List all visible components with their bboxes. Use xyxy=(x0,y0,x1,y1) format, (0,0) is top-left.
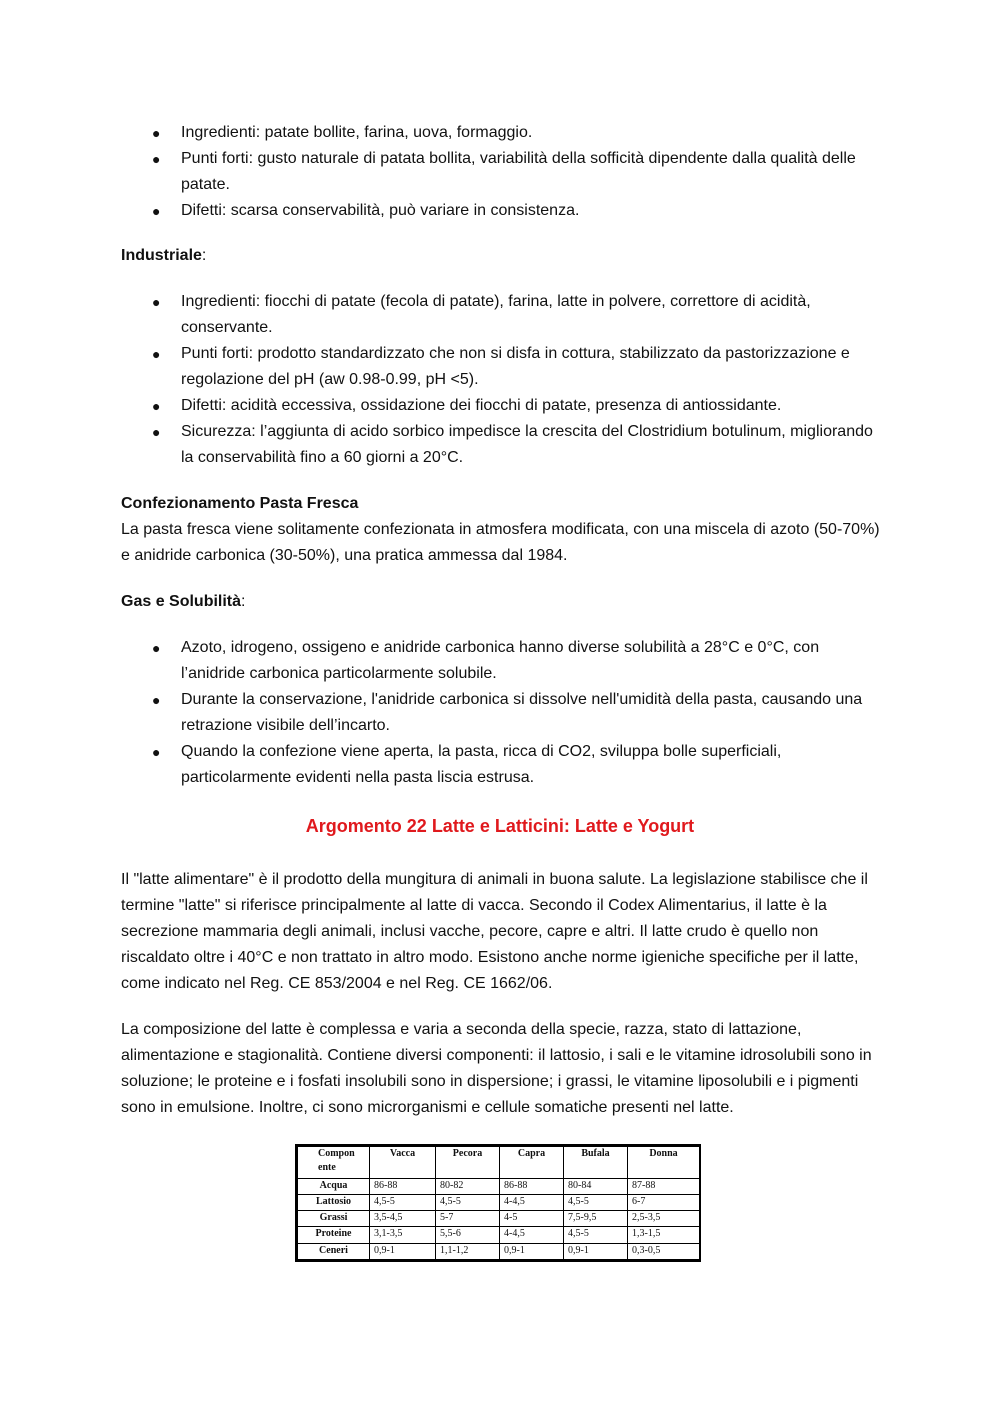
bullet-icon: ● xyxy=(152,203,161,219)
table-row-label: Ceneri xyxy=(298,1243,370,1259)
bullet-icon: ● xyxy=(152,424,161,440)
bullet-icon: ● xyxy=(152,398,161,414)
table-header-cell: Vacca xyxy=(370,1147,436,1179)
table-cell: 80-82 xyxy=(436,1178,500,1194)
latte-paragraph-2: La composizione del latte è complessa e varia a seconda della specie, razza, stato di lattazione, alimentazione e stagionalità. Contiene diversi componenti: il lattosio, i sali e le vitamine idrosolubili sono in soluzione; le proteine e i fosfati insolubili sono in dispersione; i grassi, le vitamine liposolubili e i pigmenti sono in emulsione. Inoltre, ci sono microrganismi e cellule somatiche presenti nel latte. xyxy=(121,1021,872,1116)
table-cell: 80-84 xyxy=(564,1178,628,1194)
list-item xyxy=(121,419,881,471)
table-header-cell: Compon ente xyxy=(298,1147,370,1179)
bullet-icon: ● xyxy=(152,125,161,141)
list-item-text: Ingredienti: fiocchi di patate (fecola di patate), farina, latte in polvere, correttore di acidità, conservante. xyxy=(181,293,811,336)
table-cell: 5-7 xyxy=(436,1211,500,1227)
table-row xyxy=(298,1194,700,1210)
list-item-text: Quando la confezione viene aperta, la pasta, ricca di CO2, sviluppa bolle superficiali, particolarmente evidenti nella pasta liscia estrusa. xyxy=(181,743,782,786)
table-cell: 1,3-1,5 xyxy=(628,1227,700,1243)
gas-heading xyxy=(121,589,245,615)
list-item xyxy=(121,687,881,739)
list-item-text: Azoto, idrogeno, ossigeno e anidride carbonica hanno diverse solubilità a 28°C e 0°C, con l’anidride carbonica particolarmente solubile. xyxy=(181,639,820,682)
table-cell: 4,5-5 xyxy=(564,1227,628,1243)
table-row-label: Grassi xyxy=(298,1211,370,1227)
list-item xyxy=(121,146,881,198)
table-row xyxy=(298,1211,700,1227)
table-cell: 4,5-5 xyxy=(370,1194,436,1210)
bullet-icon: ● xyxy=(152,151,161,167)
table-header-cell: Bufala xyxy=(564,1147,628,1179)
latte-paragraph-1: Il "latte alimentare" è il prodotto della mungitura di animali in buona salute. La legislazione stabilisce che il termine "latte" si riferisce principalmente al latte di vacca. Secondo il Codex Alimentarius, il latte è la secrezione mammaria degli animali, inclusi vacche, pecore, capre e altri. Il latte crudo è quello non riscaldato oltre i 40°C e non trattato in altro modo. Esistono anche norme igieniche specifiche per il latte, come indicato nel Reg. CE 853/2004 e nel Reg. CE 1662/06. xyxy=(121,871,868,992)
table-cell: 0,3-0,5 xyxy=(628,1243,700,1259)
industriale-heading xyxy=(121,243,206,269)
heading-label: Industriale xyxy=(121,247,202,264)
bullet-icon: ● xyxy=(152,294,161,310)
table-cell: 4,5-5 xyxy=(436,1194,500,1210)
heading-label: Confezionamento Pasta Fresca xyxy=(121,495,359,512)
table-cell: 2,5-3,5 xyxy=(628,1211,700,1227)
table-row-label: Proteine xyxy=(298,1227,370,1243)
table-header-cell: Capra xyxy=(500,1147,564,1179)
bullet-icon: ● xyxy=(152,692,161,708)
table-header-row xyxy=(298,1147,700,1179)
composition-table xyxy=(297,1146,700,1260)
list-item-text: Ingredienti: patate bollite, farina, uova, formaggio. xyxy=(181,124,533,141)
bullet-icon: ● xyxy=(152,640,161,656)
table-cell: 1,1-1,2 xyxy=(436,1243,500,1259)
table-cell: 3,1-3,5 xyxy=(370,1227,436,1243)
table-row-label: Acqua xyxy=(298,1178,370,1194)
list-item-text: Durante la conservazione, l'anidride carbonica si dissolve nell'umidità della pasta, causando una retrazione visibile dell’incarto. xyxy=(181,691,863,734)
table-cell: 86-88 xyxy=(500,1178,564,1194)
heading-label: Gas e Solubilità xyxy=(121,593,242,610)
confezionamento-paragraph: La pasta fresca viene solitamente confezionata in atmosfera modificata, con una miscela di azoto (50-70%) e anidride carbonica (30-50%), una pratica ammessa dal 1984. xyxy=(121,521,880,564)
composition-table-image xyxy=(295,1144,701,1262)
list-item-text: Sicurezza: l’aggiunta di acido sorbico impedisce la crescita del Clostridium botulinum, migliorando la conservabilità fino a 60 giorni a 20°C. xyxy=(181,423,873,466)
table-cell: 7,5-9,5 xyxy=(564,1211,628,1227)
table-cell: 4-4,5 xyxy=(500,1194,564,1210)
section-title: Argomento 22 Latte e Latticini: Latte e Yogurt xyxy=(305,816,695,836)
table-header-cell: Donna xyxy=(628,1147,700,1179)
list-item xyxy=(121,739,881,791)
list-item-text: Difetti: scarsa conservabilità, può variare in consistenza. xyxy=(181,202,580,219)
table-cell: 86-88 xyxy=(370,1178,436,1194)
list-item xyxy=(121,393,881,419)
confezionamento-heading xyxy=(121,491,358,517)
table-cell: 4,5-5 xyxy=(564,1194,628,1210)
table-row xyxy=(298,1178,700,1194)
heading-suffix: : xyxy=(241,593,246,610)
list-item xyxy=(121,198,881,224)
list-item xyxy=(121,289,881,341)
list-item-text: Punti forti: gusto naturale di patata bollita, variabilità della sofficità dipendente dalla qualità delle patate. xyxy=(181,150,856,193)
table-row xyxy=(298,1227,700,1243)
gas-list xyxy=(121,635,881,791)
table-row-label: Lattosio xyxy=(298,1194,370,1210)
table-row xyxy=(298,1243,700,1259)
bullet-icon: ● xyxy=(152,744,161,760)
list-item-text: Difetti: acidità eccessiva, ossidazione dei fiocchi di patate, presenza di antiossidante. xyxy=(181,397,782,414)
list-item xyxy=(121,120,881,146)
table-header-cell: Pecora xyxy=(436,1147,500,1179)
list-item-text: Punti forti: prodotto standardizzato che non si disfa in cottura, stabilizzato da pastorizzazione e regolazione del pH (aw 0.98-0.99, pH <5). xyxy=(181,345,850,388)
list-item xyxy=(121,635,881,687)
table-cell: 87-88 xyxy=(628,1178,700,1194)
bullet-icon: ● xyxy=(152,346,161,362)
potato-homemade-list xyxy=(121,120,881,224)
table-cell: 4-5 xyxy=(500,1211,564,1227)
table-cell: 3,5-4,5 xyxy=(370,1211,436,1227)
table-cell: 0,9-1 xyxy=(500,1243,564,1259)
list-item xyxy=(121,341,881,393)
heading-suffix: : xyxy=(201,247,207,264)
table-cell: 0,9-1 xyxy=(564,1243,628,1259)
table-cell: 5,5-6 xyxy=(436,1227,500,1243)
table-cell: 4-4,5 xyxy=(500,1227,564,1243)
table-cell: 6-7 xyxy=(628,1194,700,1210)
industriale-list xyxy=(121,289,881,471)
table-cell: 0,9-1 xyxy=(370,1243,436,1259)
